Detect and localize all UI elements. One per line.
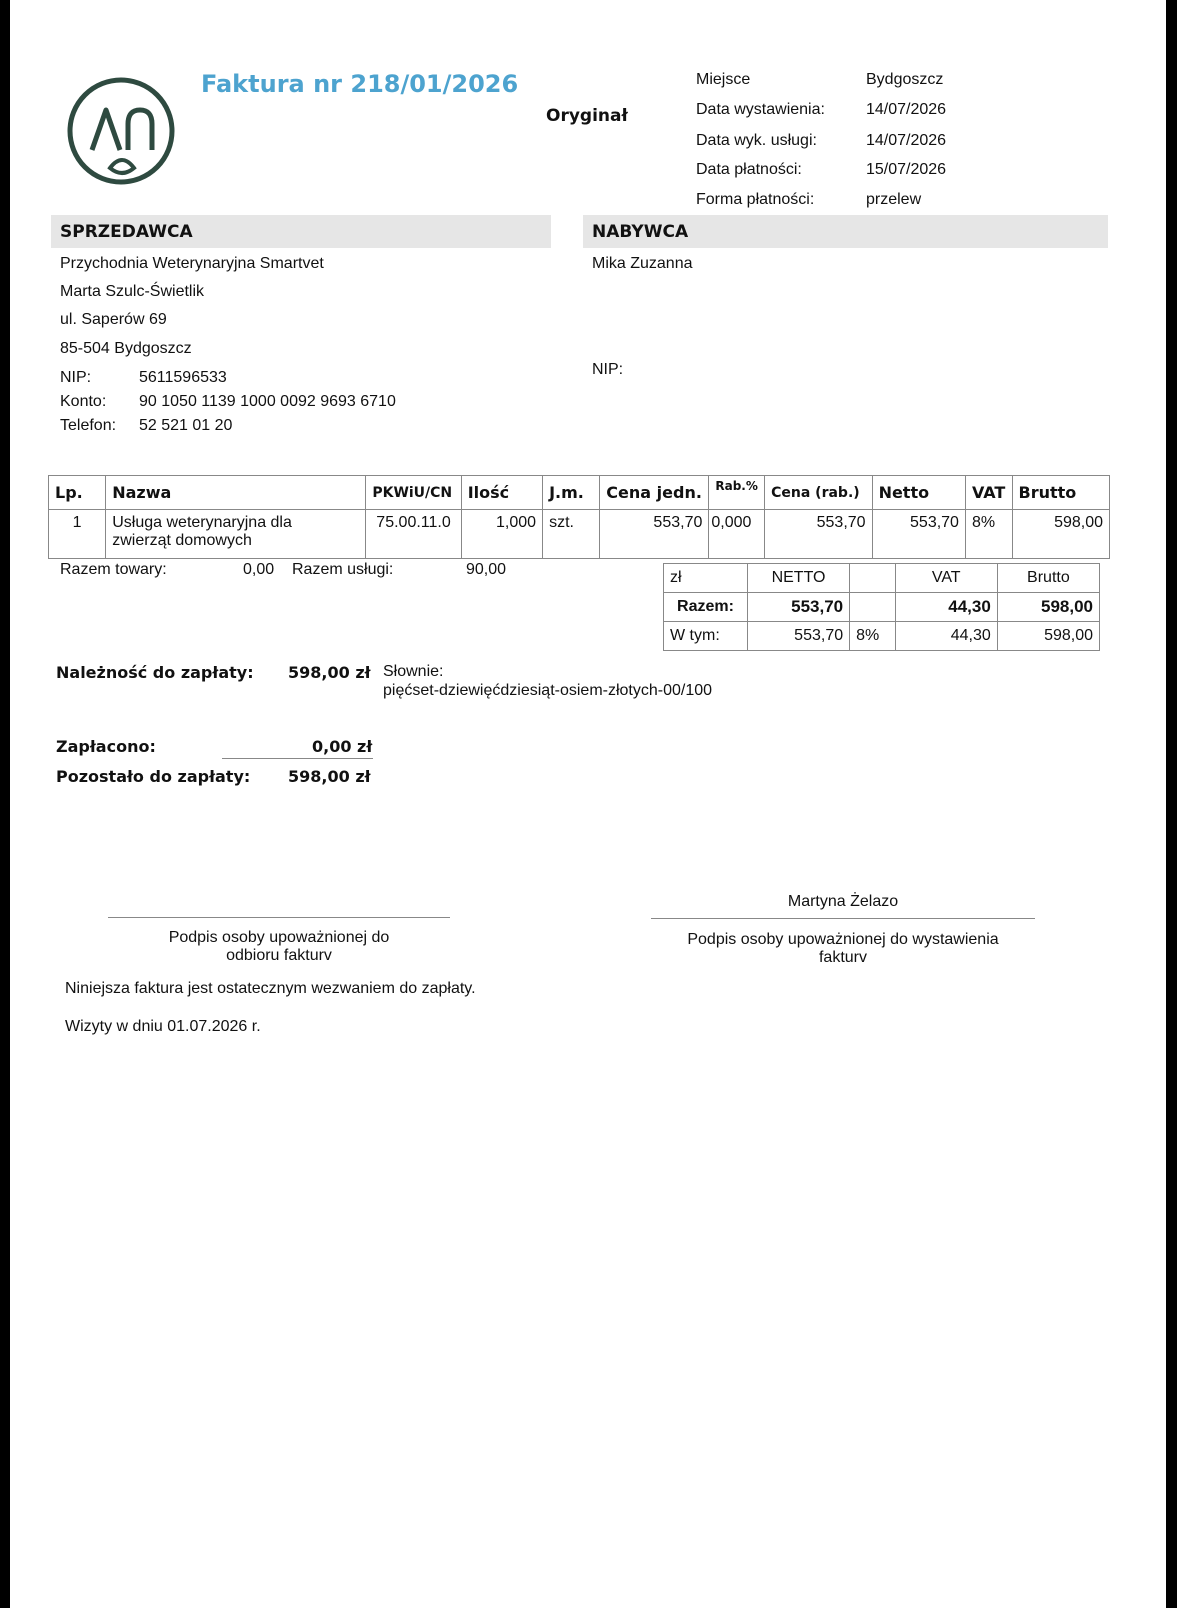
cell-net: 553,70 xyxy=(872,510,965,559)
meta-value: 15/07/2026 xyxy=(866,161,947,178)
cell-price-disc: 553,70 xyxy=(765,510,872,559)
summary-incl-net: 553,70 xyxy=(747,622,849,651)
goods-total-value: 0,00 xyxy=(243,561,275,578)
receiver-signature-line xyxy=(108,917,450,918)
meta-value: Bydgoszcz xyxy=(866,71,944,88)
cell-pkwiu: 75.00.11.0 xyxy=(366,510,461,559)
buyer-name: Mika Zuzanna xyxy=(592,255,693,272)
summary-total-label: Razem: xyxy=(664,593,748,622)
seller-line: Marta Szulc-Świetlik xyxy=(60,283,205,300)
col-header: Brutto xyxy=(1012,476,1110,510)
receiver-signature-caption-1: Podpis osoby upoważnionej do xyxy=(168,929,390,946)
seller-line: Przychodnia Weterynaryjna Smartvet xyxy=(60,255,324,272)
buyer-header xyxy=(583,215,1108,248)
seller-phone-label: Telefon: xyxy=(60,417,117,434)
issuer-signature-caption-1: Podpis osoby upoważnionej do wystawienia xyxy=(687,931,999,948)
issuer-signature-caption-2: fakturv xyxy=(818,949,867,966)
seller-line: 85-504 Bydgoszcz xyxy=(60,340,192,357)
items-header-row xyxy=(49,476,1110,510)
summary-total-gross: 598,00 xyxy=(997,593,1099,622)
remaining-label: Pozostało do zapłaty: xyxy=(56,767,251,786)
col-header: Rab.% xyxy=(709,476,765,510)
cell-qty: 1,000 xyxy=(461,510,542,559)
meta-value: 14/07/2026 xyxy=(866,101,947,118)
items-table xyxy=(48,475,1110,559)
meta-value: 14/07/2026 xyxy=(866,132,947,149)
cell-name-line: Usługa weterynaryjna dla xyxy=(112,514,292,531)
summary-incl-vat: 44,30 xyxy=(895,622,997,651)
seller-nip: 5611596533 xyxy=(139,369,227,386)
cell-lp: 1 xyxy=(49,510,106,559)
issuer-name: Martyna Żelazo xyxy=(787,893,899,910)
summary-header: Brutto xyxy=(997,564,1099,593)
cell-name xyxy=(106,510,366,559)
seller-line: ul. Saperów 69 xyxy=(60,311,167,328)
col-header: J.m. xyxy=(543,476,600,510)
col-header: VAT xyxy=(965,476,1012,510)
col-header: Cena (rab.) xyxy=(765,476,872,510)
words-label: Słownie: xyxy=(383,663,444,680)
invoice-title: Faktura nr 218/01/2026 xyxy=(201,70,519,98)
summary-incl-label: W tym: xyxy=(664,622,748,651)
paid-value: 0,00 zł xyxy=(312,737,373,756)
amount-in-words: pięćset-dziewięćdziesiąt-osiem-złotych-00/100 xyxy=(383,682,713,699)
meta-label: Data płatności: xyxy=(696,161,802,178)
col-header: Nazwa xyxy=(106,476,366,510)
vat-summary-table xyxy=(663,563,1100,651)
paid-divider xyxy=(222,758,373,759)
services-total-value: 90,00 xyxy=(466,561,507,578)
seller-header-label: SPRZEDAWCA xyxy=(60,222,193,242)
col-header: Ilość xyxy=(461,476,542,510)
summary-total-net: 553,70 xyxy=(747,593,849,622)
cell-name-line: zwierząt domowych xyxy=(112,532,252,549)
amount-due-label: Należność do zapłaty: xyxy=(56,663,254,682)
summary-total-rate xyxy=(850,593,896,622)
seller-account-label: Konto: xyxy=(60,393,107,410)
services-total-label: Razem usługi: xyxy=(292,561,394,578)
summary-header: VAT xyxy=(895,564,997,593)
meta-label: Data wyk. usługi: xyxy=(696,132,817,149)
meta-value: przelew xyxy=(866,191,922,208)
table-row xyxy=(49,510,1110,559)
summary-incl-gross: 598,00 xyxy=(997,622,1099,651)
remaining-value: 598,00 zł xyxy=(288,767,371,786)
seller-account: 90 1050 1139 1000 0092 9693 6710 xyxy=(139,393,396,410)
original-label: Oryginał xyxy=(546,106,628,126)
col-header: PKWiU/CN xyxy=(366,476,461,510)
meta-label: Forma płatności: xyxy=(696,191,815,208)
col-header: Netto xyxy=(872,476,965,510)
paid-label: Zapłacono: xyxy=(56,737,156,756)
receiver-signature-caption-2: odbioru fakturv xyxy=(226,947,332,964)
col-header: Lp. xyxy=(49,476,106,510)
seller-nip-label: NIP: xyxy=(60,369,92,386)
meta-label: Miejsce xyxy=(696,71,751,88)
summary-total-vat: 44,30 xyxy=(895,593,997,622)
summary-incl-rate: 8% xyxy=(850,622,896,651)
summary-header: zł xyxy=(664,564,748,593)
summary-header-row xyxy=(664,564,1100,593)
cell-price: 553,70 xyxy=(600,510,709,559)
summary-header: NETTO xyxy=(747,564,849,593)
summary-incl-row xyxy=(664,622,1100,651)
seller-phone: 52 521 01 20 xyxy=(139,417,233,434)
invoice-sheet xyxy=(10,0,1166,1608)
buyer-nip-label: NIP: xyxy=(592,361,624,378)
cell-unit: szt. xyxy=(543,510,600,559)
col-header: Cena jedn. xyxy=(600,476,709,510)
summary-header xyxy=(850,564,896,593)
amount-due-value: 598,00 zł xyxy=(288,663,371,682)
note-line: Wizyty w dniu 01.07.2026 r. xyxy=(65,1018,261,1035)
goods-total-label: Razem towary: xyxy=(60,561,167,578)
seller-header xyxy=(51,215,551,248)
summary-total-row xyxy=(664,593,1100,622)
cell-gross: 598,00 xyxy=(1012,510,1110,559)
cell-vat: 8% xyxy=(965,510,1012,559)
note-line: Niniejsza faktura jest ostatecznym wezwaniem do zapłaty. xyxy=(65,980,476,997)
clinic-logo xyxy=(62,72,180,190)
issuer-signature-line xyxy=(651,918,1035,919)
buyer-header-label: NABYWCA xyxy=(592,222,689,242)
cell-discount: 0,000 xyxy=(709,510,765,559)
meta-label: Data wystawienia: xyxy=(696,101,825,118)
